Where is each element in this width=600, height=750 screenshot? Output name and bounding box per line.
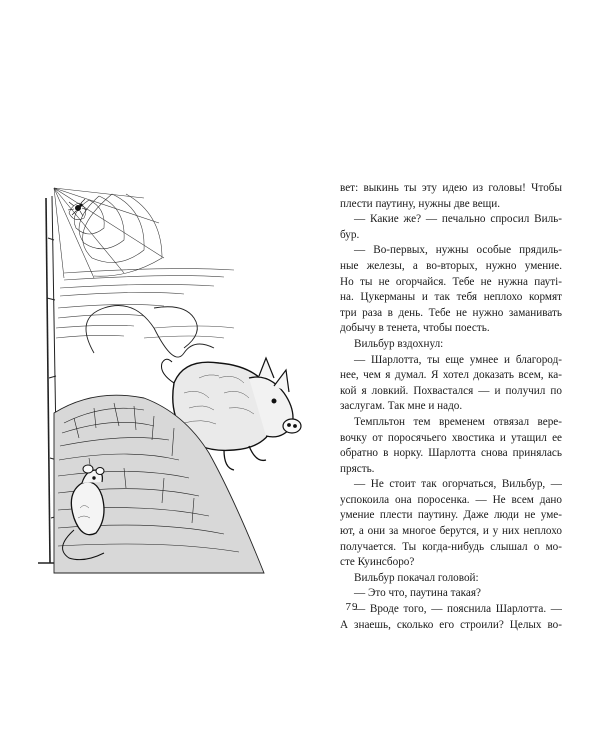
text-line: добычу в тенета, чтобы поесть.: [340, 322, 490, 335]
text-line: Темпльтон тем временем отвязал вере-: [354, 415, 562, 428]
illustration: [34, 178, 324, 578]
text-line: — Во-первых, нужны особые прядиль-: [354, 244, 562, 257]
text-line: — Шарлотта, ты еще умнее и благород-: [354, 353, 562, 366]
text-line: заслугам. Так мне и надо.: [340, 400, 463, 413]
text-line: Вильбур покачал головой:: [354, 571, 479, 584]
text-line: умение плести паутину. Даже люди не уме-: [340, 509, 562, 522]
text-line: Но ты не огорчайся. Тебе не нужна пауті-: [340, 275, 562, 288]
text-line: получается. Ты когда-нибудь слышал о мо-: [340, 540, 562, 553]
spider-web: [54, 188, 164, 278]
string: [86, 306, 214, 358]
page-number: 79: [345, 601, 359, 613]
text-line: — Какие же? — печально спросил Виль-: [354, 213, 562, 226]
text-line: А знаешь, сколько его строили? Целых во-: [340, 618, 562, 631]
body-text: [340, 181, 562, 633]
text-line: обратно в норку. Шарлотта снова принялась: [340, 447, 562, 460]
background-hatching: [56, 269, 234, 338]
text-line: кой я ловкий. Похвастался — и получил по: [340, 384, 562, 397]
text-line: нее, чем я думал. Я хотел доказать всем, ка-: [340, 369, 562, 382]
text-line: ные железы, а во-вторых, нужно умение.: [340, 259, 562, 272]
text-line: — Это что, паутина такая?: [354, 587, 481, 600]
text-line: бур.: [340, 228, 360, 241]
text-line: — Вроде того, — пояснила Шарлотта. —: [354, 603, 562, 616]
text-line: успокоила она поросенка. — Не всем дано: [340, 493, 562, 506]
pig-spider-rat-drawing: [34, 178, 324, 578]
text-line: — Не стоит так огорчаться, Вильбур, —: [354, 478, 562, 491]
text-line: вочку от поросячьего хвостика и утащил ее: [340, 431, 562, 444]
text-line: три раза в день. Тебе не нужно заманивать: [340, 306, 562, 319]
text-line: вет: выкинь ты эту идею из головы! Чтобы: [340, 182, 562, 194]
text-line: ют, а они за многое берутся, и у них неплохо: [340, 525, 562, 538]
text-line: Вильбур вздохнул:: [354, 337, 444, 350]
text-line: на. Цукерманы и так тебя неплохо кормят: [340, 291, 562, 304]
text-line: сте Куинсборо?: [340, 556, 415, 569]
text-line: плести паутину, нужны две вещи.: [340, 197, 501, 210]
text-line: прясть.: [340, 462, 375, 475]
